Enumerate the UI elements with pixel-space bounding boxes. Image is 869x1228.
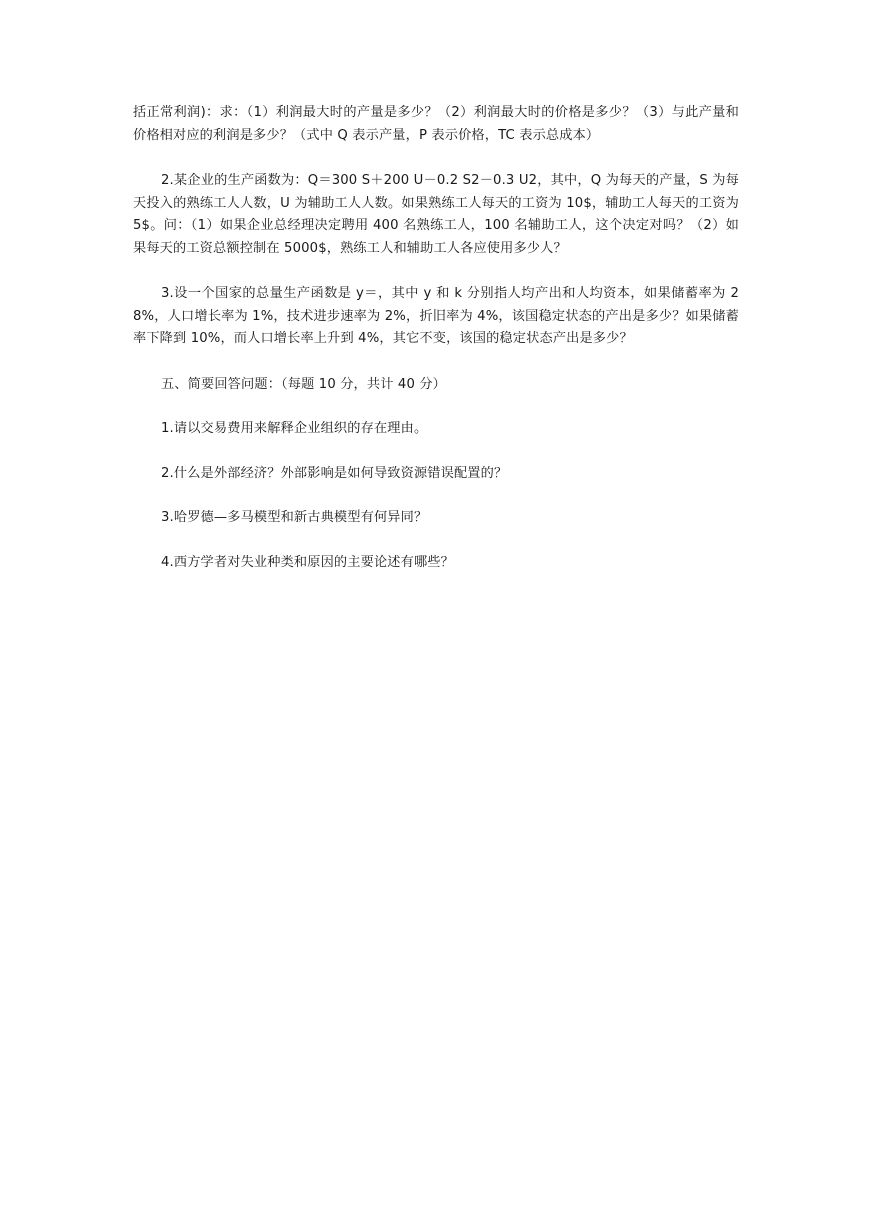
continued-paragraph: 括正常利润)：求：（1）利润最大时的产量是多少？（2）利润最大时的价格是多少？（3）与此产量和价格相对应的利润是多少？（式中 Q 表示产量，P 表示价格，TC 表示总成本） [133, 105, 739, 143]
short-answer-1: 1.请以交易费用来解释企业组织的存在理由。 [161, 421, 428, 436]
document-body [133, 102, 739, 574]
short-answer-2: 2.什么是外部经济？外部影响是如何导致资源错误配置的？ [161, 465, 508, 481]
short-answer-3: 3.哈罗德—多马模型和新古典模型有何异同？ [161, 510, 428, 525]
question-2-paragraph: 2.某企业的生产函数为：Q＝300 S＋200 U－0.2 S2－0.3 U2，其中，Q 为每天的产量，S 为每天投入的熟练工人人数，U 为辅助工人人数。如果熟练工人每天的工资为 10$，辅助工人每天的工资为 5$。问：（1）如果企业总经理决定聘用 400 名熟练工人，100 名辅助工人，这个决定对吗？（2）如果每天的工资总额控制在 5000$，熟练工人和辅助工人各应使用多少人？ [133, 173, 739, 256]
section-five-heading: 五、简要回答问题：（每题 10 分，共计 40 分） [161, 376, 447, 392]
question-3-paragraph: 3.设一个国家的总量生产函数是 y＝，其中 y 和 k 分别指人均产出和人均资本，如果储蓄率为 28%，人口增长率为 1%，技术进步速率为 2%，折旧率为 4%，该国稳定状态的产出是多少？如果储蓄率下降到 10%，而人口增长率上升到 4%，其它不变，该国的稳定状态产出是多少？ [133, 286, 739, 346]
short-answer-4: 4.西方学者对失业种类和原因的主要论述有哪些？ [161, 554, 454, 570]
